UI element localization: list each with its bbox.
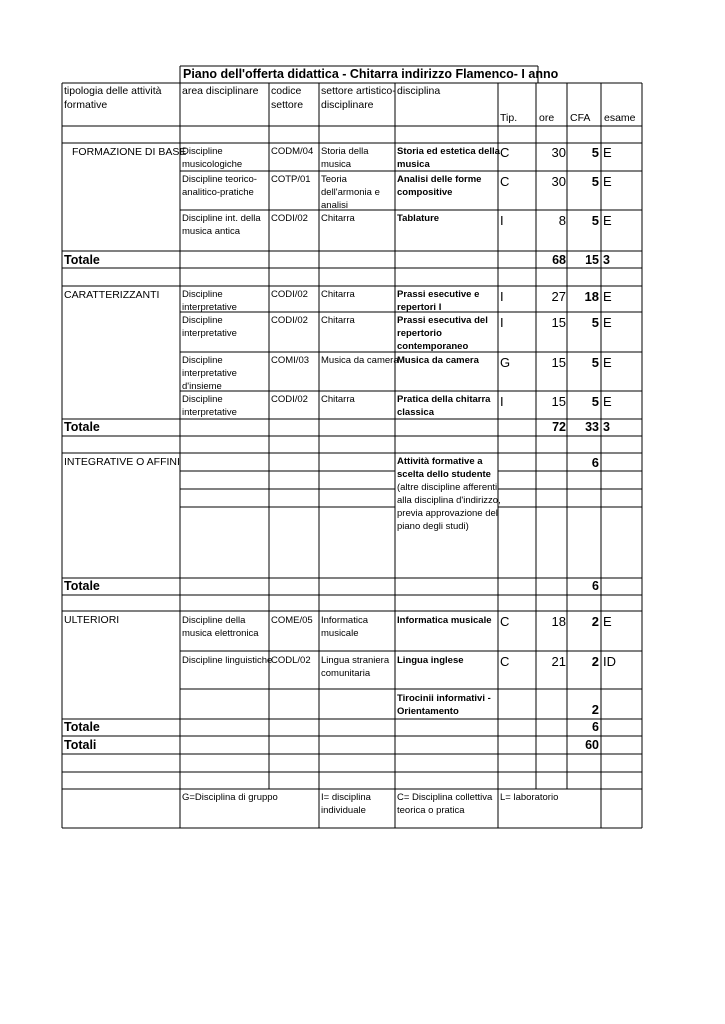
caratt-r3-ore: 15 [551, 355, 566, 370]
ult-r2-disciplina-1: Lingua inglese [397, 655, 464, 666]
base-r3-ore: 8 [558, 213, 566, 228]
grand-total-label: Totali [64, 738, 97, 752]
integr-total-cfa: 6 [592, 579, 599, 593]
legend-individuale-2: individuale [321, 805, 366, 816]
caratt-r4-ore: 15 [551, 394, 566, 409]
legend-collettiva-2: teorica o pratica [397, 805, 465, 816]
section-name-caratt: CARATTERIZZANTI [64, 289, 160, 301]
legend-individuale-1: I= disciplina [321, 792, 371, 803]
base-r2-settore-1: Teoria [321, 174, 347, 185]
integr-disciplina-1: Attività formative a [397, 456, 483, 467]
base-r1-disciplina-1: Storia ed estetica della [397, 146, 500, 157]
base-r2-area-1: Discipline teorico- [182, 174, 257, 185]
ult-total-label: Totale [64, 720, 100, 734]
integr-total-label: Totale [64, 579, 100, 593]
integr-note-3: previa approvazione del [397, 508, 498, 519]
ult-r1-tip: C [500, 614, 510, 629]
caratt-r4-tip: I [500, 394, 504, 409]
caratt-r2-codice: CODI/02 [271, 315, 308, 326]
caratt-r3-area-3: d'insieme [182, 381, 222, 392]
ult-r2-settore-2: comunitaria [321, 668, 371, 679]
header-tipologia-line2: formative [64, 99, 108, 111]
base-total-esame: 3 [603, 253, 610, 267]
caratt-r4-settore-1: Chitarra [321, 394, 355, 405]
ult-r1-codice: COME/05 [271, 615, 313, 626]
base-r3-disciplina-1: Tablature [397, 213, 440, 224]
ult-r3-cfa: 2 [591, 702, 599, 717]
caratt-r1-ore: 27 [551, 289, 566, 304]
base-r3-codice: CODI/02 [271, 213, 308, 224]
ult-r1-area-2: musica elettronica [182, 628, 259, 639]
caratt-r2-tip: I [500, 315, 504, 330]
base-r3-area-1: Discipline int. della [182, 213, 261, 224]
caratt-total-label: Totale [64, 420, 100, 434]
caratt-r3-area-1: Discipline [182, 355, 223, 366]
caratt-r2-area-1: Discipline [182, 315, 223, 326]
header-codice-line2: settore [271, 99, 304, 111]
ult-r2-esame: ID [603, 654, 616, 669]
caratt-r2-cfa: 5 [591, 315, 599, 330]
integr-note-4: piano degli studi) [397, 521, 469, 532]
caratt-r1-tip: I [500, 289, 504, 304]
caratt-r4-codice: CODI/02 [271, 394, 308, 405]
caratt-r1-disciplina-1: Prassi esecutive e [397, 289, 480, 300]
header-disciplina: disciplina [397, 85, 441, 97]
base-r2-settore-2: dell'armonia e [321, 187, 380, 198]
base-r3-cfa: 5 [591, 213, 599, 228]
header-settore-line2: disciplinare [321, 99, 374, 111]
base-r2-disciplina-1: Analisi delle forme [397, 174, 482, 185]
caratt-r3-area-2: interpretative [182, 368, 237, 379]
caratt-r1-codice: CODI/02 [271, 289, 308, 300]
ult-r2-tip: C [500, 654, 510, 669]
base-r1-ore: 30 [551, 145, 566, 160]
integr-disciplina-2: scelta dello studente [397, 469, 491, 480]
page-title: Piano dell'offerta didattica - Chitarra indirizzo Flamenco- I anno [183, 67, 559, 81]
caratt-r2-ore: 15 [551, 315, 566, 330]
ult-total-cfa: 6 [592, 720, 599, 734]
caratt-r3-esame: E [603, 355, 612, 370]
header-tip: Tip. [500, 112, 518, 124]
base-r3-esame: E [603, 213, 612, 228]
base-r1-esame: E [603, 145, 612, 160]
integr-note-1: (altre discipline afferenti [397, 482, 498, 493]
base-r2-esame: E [603, 174, 612, 189]
header-tipologia-line1: tipologia delle attività [64, 85, 162, 97]
caratt-r4-disciplina-2: classica [397, 407, 434, 418]
header-cfa: CFA [570, 112, 591, 124]
ult-r3-disciplina-2: Orientamento [397, 706, 459, 717]
base-r1-settore-2: musica [321, 159, 352, 170]
base-r2-area-2: analitico-pratiche [182, 187, 254, 198]
caratt-r2-area-2: interpretative [182, 328, 237, 339]
caratt-total-cfa: 33 [585, 420, 599, 434]
ult-r2-settore-1: Lingua straniera [321, 655, 390, 666]
base-r3-area-2: musica antica [182, 226, 241, 237]
ult-r1-area-1: Discipline della [182, 615, 246, 626]
legend-laboratorio: L= laboratorio [500, 792, 559, 803]
caratt-r2-settore-1: Chitarra [321, 315, 355, 326]
base-r1-area-1: Discipline [182, 146, 223, 157]
section-name-base: FORMAZIONE DI BASE [72, 146, 187, 158]
base-r1-area-2: musicologiche [182, 159, 243, 170]
caratt-total-esame: 3 [603, 420, 610, 434]
base-r1-tip: C [500, 145, 510, 160]
caratt-r4-area-1: Discipline [182, 394, 223, 405]
integr-cfa: 6 [591, 455, 599, 470]
base-r2-tip: C [500, 174, 510, 189]
header-area: area disciplinare [182, 85, 259, 97]
header-settore-line1: settore artistico- [321, 85, 396, 97]
header-codice-line1: codice [271, 85, 302, 97]
base-total-label: Totale [64, 253, 100, 267]
legend-gruppo: G=Disciplina di gruppo [182, 792, 278, 803]
legend-collettiva-1: C= Disciplina collettiva [397, 792, 493, 803]
caratt-r2-disciplina-2: repertorio [397, 328, 442, 339]
base-r3-settore-1: Chitarra [321, 213, 355, 224]
caratt-r1-cfa: 18 [584, 289, 599, 304]
integr-note-2: alla disciplina d'indirizzo, [397, 495, 501, 506]
ult-r2-codice: CODL/02 [271, 655, 311, 666]
ult-r1-settore-1: Informatica [321, 615, 368, 626]
base-r3-tip: I [500, 213, 504, 228]
ult-r1-settore-2: musicale [321, 628, 359, 639]
ult-r2-cfa: 2 [591, 654, 599, 669]
caratt-r2-disciplina-3: contemporaneo [397, 341, 469, 352]
base-total-ore: 68 [552, 253, 566, 267]
caratt-r4-area-2: interpretative [182, 407, 237, 418]
ult-r3-disciplina-1: Tirocinii informativi - [397, 693, 491, 704]
base-r2-cfa: 5 [591, 174, 599, 189]
base-r1-codice: CODM/04 [271, 146, 314, 157]
base-r1-cfa: 5 [591, 145, 599, 160]
caratt-r4-disciplina-1: Pratica della chitarra [397, 394, 491, 405]
ult-r1-cfa: 2 [591, 614, 599, 629]
caratt-r3-settore-1: Musica da camera [321, 355, 399, 366]
ult-r1-esame: E [603, 614, 612, 629]
ult-r2-area-1: Discipline linguistiche [182, 655, 273, 666]
caratt-r1-settore-1: Chitarra [321, 289, 355, 300]
base-r2-settore-3: analisi [321, 200, 348, 211]
caratt-r1-area-1: Discipline [182, 289, 223, 300]
caratt-r2-esame: E [603, 315, 612, 330]
base-r2-disciplina-2: compositive [397, 187, 453, 198]
caratt-r3-codice: COMI/03 [271, 355, 310, 366]
header-ore: ore [539, 112, 555, 124]
caratt-r3-disciplina-1: Musica da camera [397, 355, 479, 366]
caratt-r3-cfa: 5 [591, 355, 599, 370]
caratt-r1-esame: E [603, 289, 612, 304]
caratt-r3-tip: G [500, 355, 511, 370]
base-r1-settore-1: Storia della [321, 146, 369, 157]
section-name-integr: INTEGRATIVE O AFFINI [64, 456, 180, 468]
section-name-ulteriori: ULTERIORI [64, 614, 120, 626]
caratt-r4-cfa: 5 [591, 394, 599, 409]
caratt-total-ore: 72 [552, 420, 566, 434]
ult-r2-ore: 21 [551, 654, 566, 669]
ult-r1-ore: 18 [551, 614, 566, 629]
grand-total-cfa: 60 [585, 738, 599, 752]
base-r2-codice: COTP/01 [271, 174, 311, 185]
header-esame: esame [604, 112, 636, 124]
caratt-r1-area-2: interpretative [182, 302, 237, 313]
base-r2-ore: 30 [551, 174, 566, 189]
caratt-r1-disciplina-2: repertori I [397, 302, 442, 313]
base-total-cfa: 15 [585, 253, 599, 267]
ult-r1-disciplina-1: Informatica musicale [397, 615, 492, 626]
caratt-r4-esame: E [603, 394, 612, 409]
base-r1-disciplina-2: musica [397, 159, 430, 170]
caratt-r2-disciplina-1: Prassi esecutiva del [397, 315, 488, 326]
